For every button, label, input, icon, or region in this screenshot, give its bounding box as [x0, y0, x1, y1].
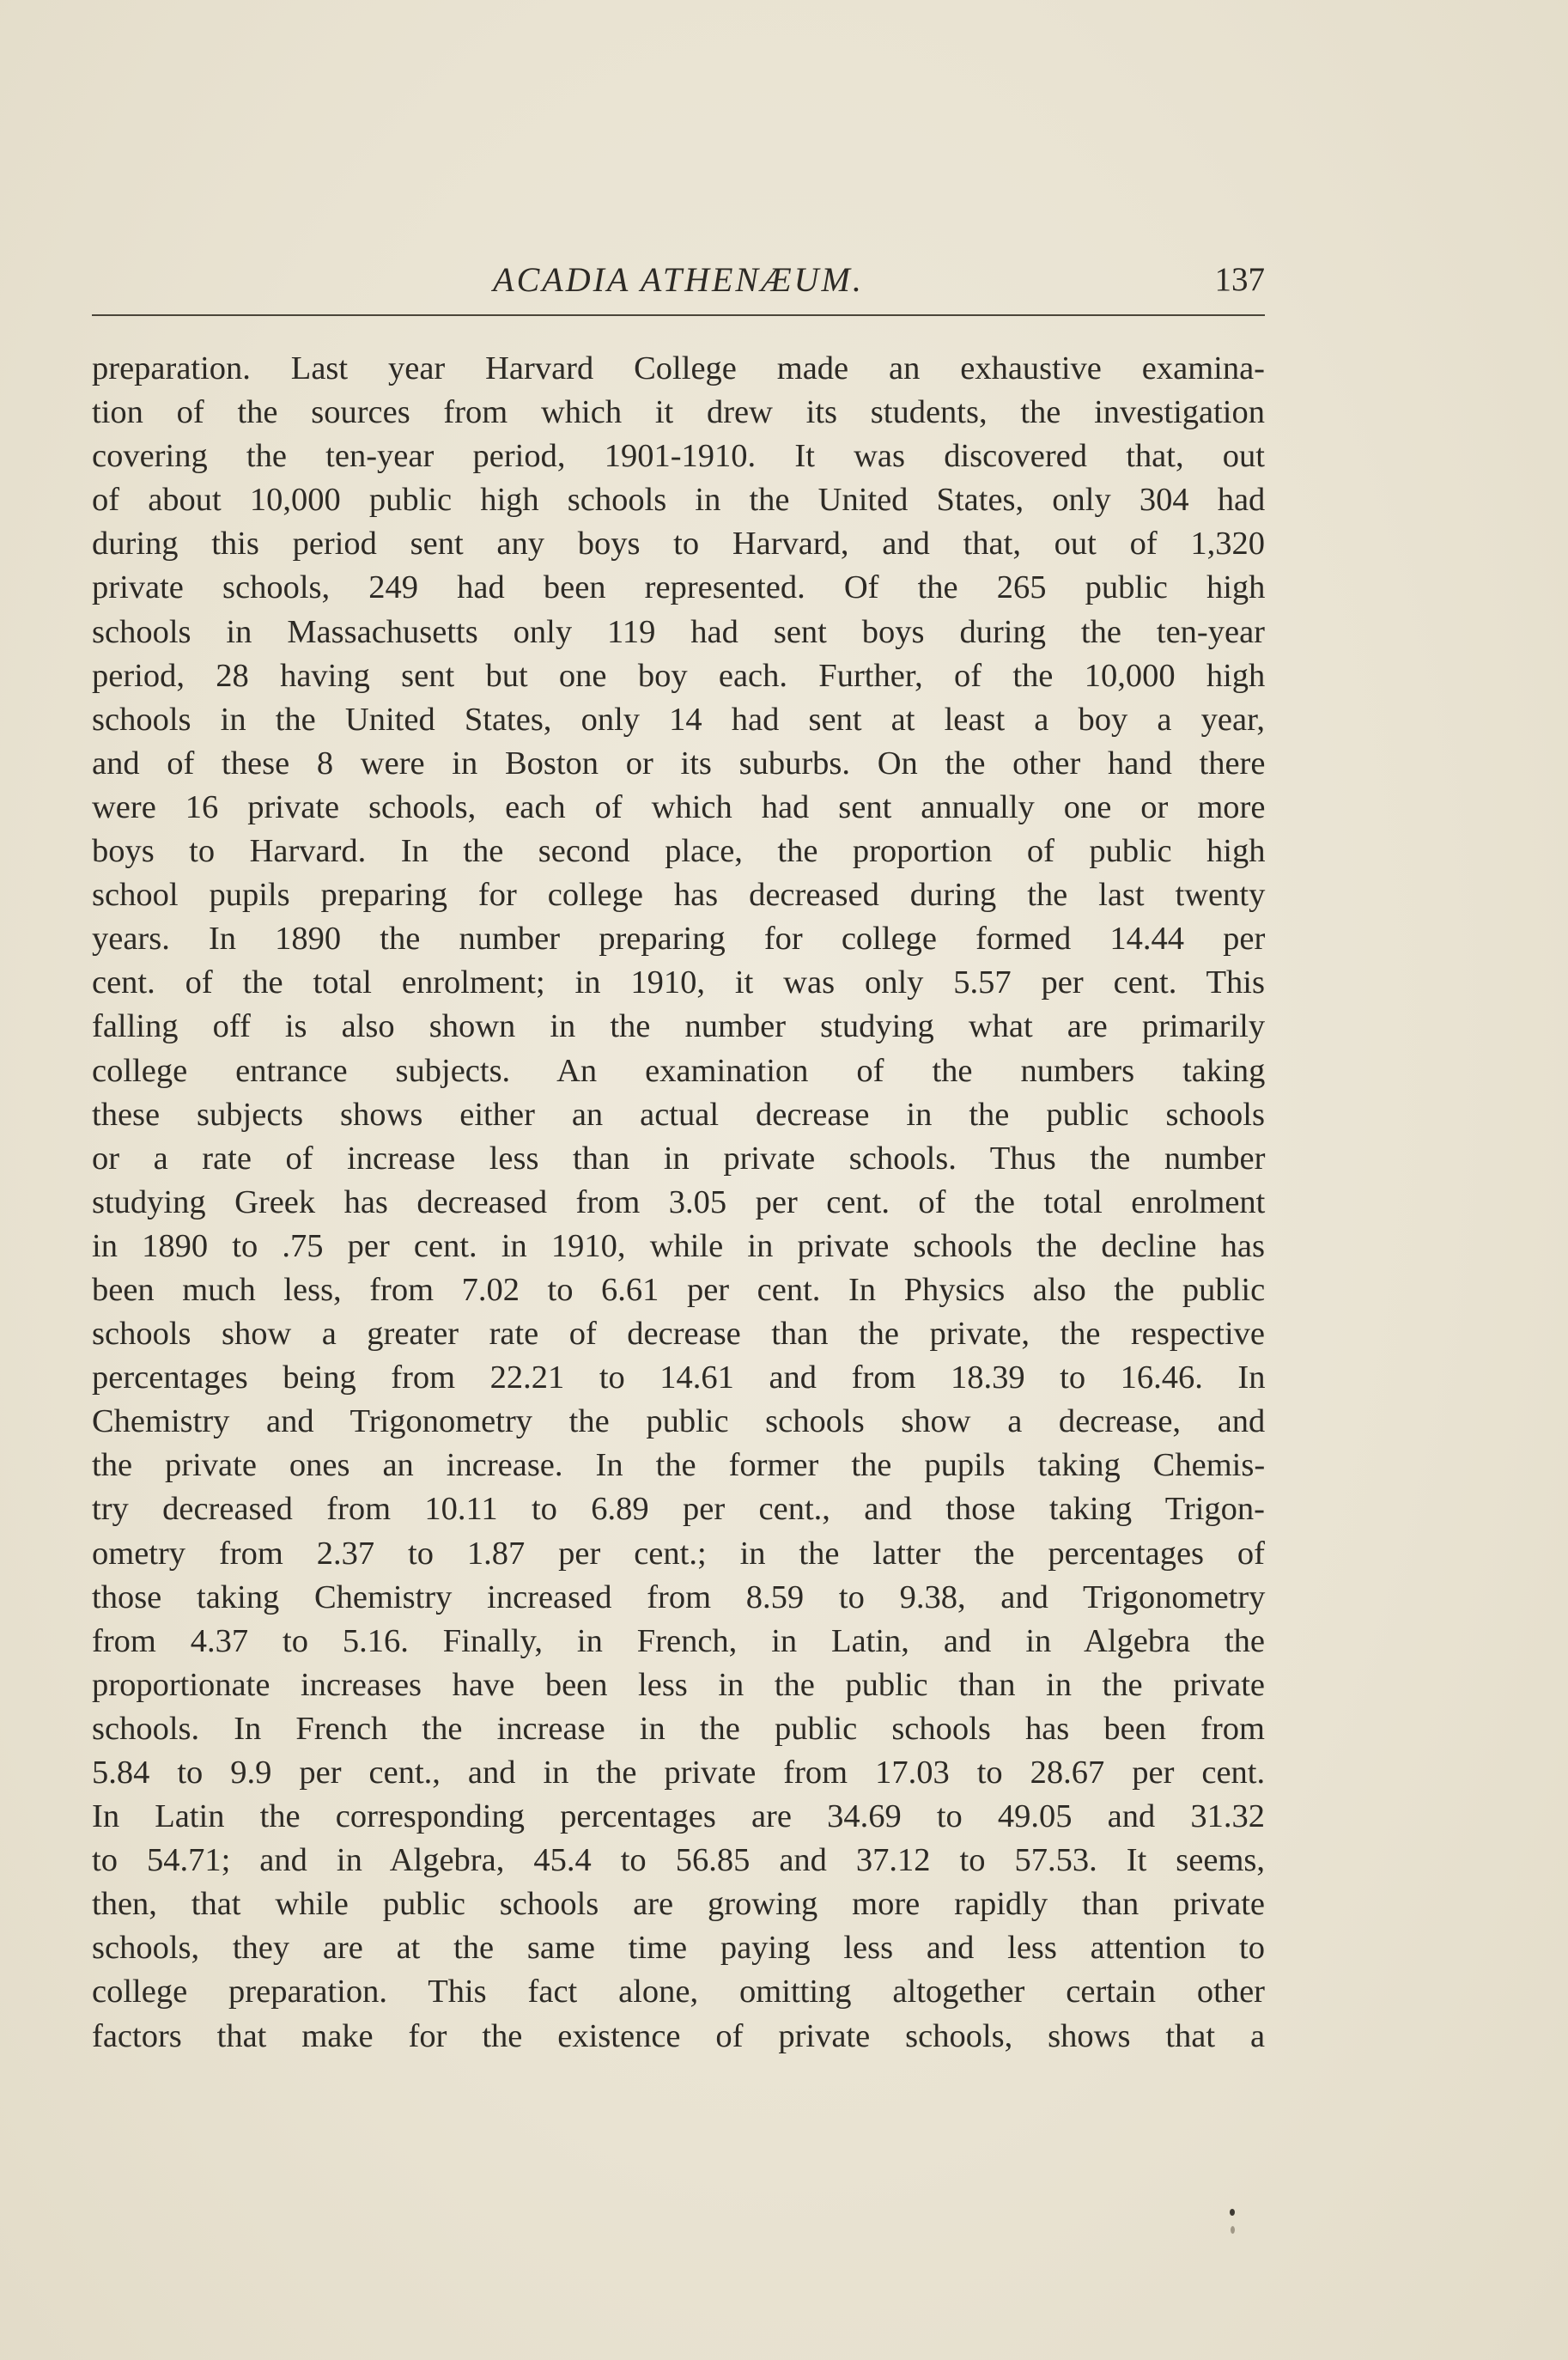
text-line: school pupils preparing for college has decreased during the last twenty: [92, 877, 1266, 914]
text-line: Chemistry and Trigonometry the public schools show a decrease, and: [92, 1403, 1266, 1440]
text-line: schools in Massachusetts only 119 had sent boys during the ten-year: [92, 613, 1265, 650]
text-line: factors that make for the existence of private schools, shows that a: [92, 2017, 1266, 2054]
text-line: these subjects shows either an actual decrease in the public schools: [92, 1096, 1265, 1133]
text-line: those taking Chemistry increased from 8.59 to 9.38, and Trigonometry: [92, 1578, 1266, 1615]
running-title: ACADIA ATHENÆUM.: [493, 260, 864, 299]
text-line: studying Greek has decreased from 3.05 per cent. of the total enrolment: [92, 1183, 1266, 1220]
text-line: covering the ten-year period, 1901-1910. It was discovered that, out: [92, 438, 1265, 475]
text-line: college preparation. This fact alone, omitting altogether certain other: [92, 1974, 1265, 2010]
text-line: years. In 1890 the number preparing for college formed 14.44 per: [92, 921, 1266, 958]
text-line: been much less, from 7.02 to 6.61 per cent. In Physics also the public: [92, 1271, 1266, 1308]
text-line: 5.84 to 9.9 per cent., and in the private from 17.03 to 28.67 per cent.: [92, 1755, 1266, 1791]
text-line: percentages being from 22.21 to 14.61 and from 18.39 to 16.46. In: [92, 1359, 1266, 1396]
text-line: were 16 private schools, each of which had sent annually one or more: [92, 788, 1266, 825]
text-line: schools show a greater rate of decrease than the private, the respective: [92, 1316, 1265, 1353]
text-line: from 4.37 to 5.16. Finally, in French, in Latin, and in Algebra the: [92, 1622, 1265, 1659]
text-line: period, 28 having sent but one boy each. Further, of the 10,000 high: [92, 657, 1266, 694]
text-line: try decreased from 10.11 to 6.89 per cent., and those taking Trigon-: [92, 1491, 1265, 1528]
text-line: in 1890 to .75 per cent. in 1910, while in private schools the decline has: [92, 1227, 1265, 1264]
text-line: ometry from 2.37 to 1.87 per cent.; in the latter the percentages of: [92, 1535, 1265, 1572]
body-text: [92, 347, 1265, 2059]
text-line: schools. In French the increase in the public schools has been from: [92, 1710, 1265, 1747]
text-line: schools, they are at the same time paying less and less attention to: [92, 1930, 1265, 1967]
text-line: then, that while public schools are growing more rapidly than private: [92, 1886, 1265, 1923]
text-line: falling off is also shown in the number studying what are primarily: [92, 1008, 1266, 1045]
text-line: of about 10,000 public high schools in the United States, only 304 had: [92, 482, 1266, 519]
text-line: boys to Harvard. In the second place, the proportion of public high: [92, 833, 1266, 870]
text-line: In Latin the corresponding percentages are 34.69 to 49.05 and 31.32: [92, 1798, 1265, 1835]
text-line: the private ones an increase. In the former the pupils taking Chemis-: [92, 1447, 1266, 1484]
text-line: private schools, 249 had been represented. Of the 265 public high: [92, 569, 1266, 606]
text-line: to 54.71; and in Algebra, 45.4 to 56.85 and 37.12 to 57.53. It seems,: [92, 1842, 1266, 1879]
ink-specks: [1230, 2209, 1238, 2243]
page-header: [92, 254, 1265, 306]
text-line: and of these 8 were in Boston or its suburbs. On the other hand there: [92, 745, 1266, 782]
text-line: tion of the sources from which it drew its students, the investigation: [92, 394, 1265, 431]
page-number: 137: [1214, 261, 1265, 298]
text-line: cent. of the total enrolment; in 1910, it was only 5.57 per cent. This: [92, 964, 1265, 1001]
header-rule: [92, 314, 1265, 316]
text-line: preparation. Last year Harvard College made an exhaustive examina-: [92, 350, 1265, 386]
text-line: during this period sent any boys to Harvard, and that, out of 1,320: [92, 526, 1265, 563]
ink-speck: [1230, 2209, 1235, 2216]
text-line: or a rate of increase less than in private schools. Thus the number: [92, 1140, 1266, 1177]
text-line: schools in the United States, only 14 had sent at least a boy a year,: [92, 701, 1265, 738]
ink-speck: [1231, 2226, 1235, 2234]
text-line: proportionate increases have been less in the public than in the private: [92, 1666, 1265, 1703]
text-line: college entrance subjects. An examination of the numbers taking: [92, 1052, 1266, 1089]
